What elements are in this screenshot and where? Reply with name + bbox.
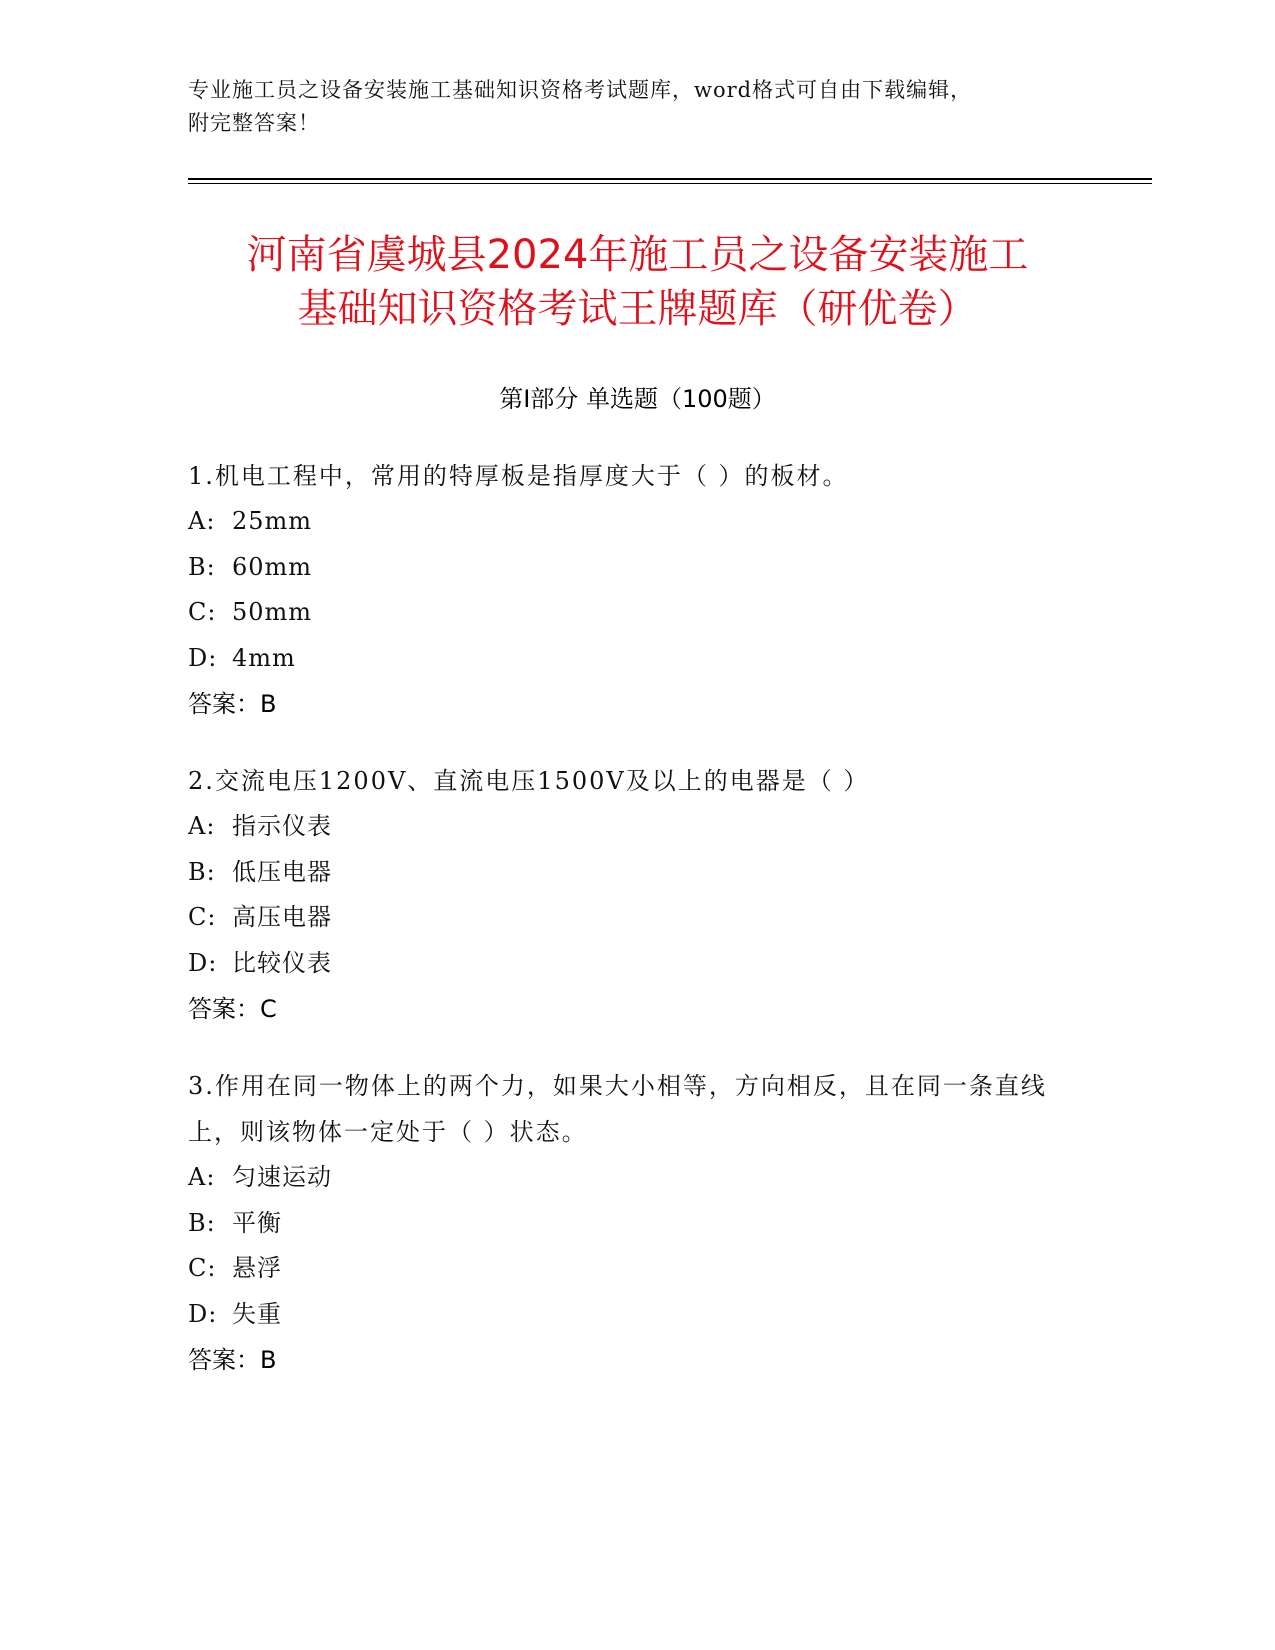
option-key: B: (188, 1208, 216, 1237)
option-key: A: (188, 1163, 216, 1191)
option-b (188, 850, 1068, 896)
question-stem: 2.交流电压1200V、直流电压1500V及以上的电器是（ ） (188, 767, 870, 795)
option-d (188, 941, 1068, 987)
option-key: A: (188, 812, 216, 840)
option-a (188, 804, 1068, 850)
option-text: 比较仪表 (232, 948, 332, 977)
option-key: C: (188, 903, 217, 931)
option-key: B: (188, 552, 216, 581)
option-c (188, 1246, 1068, 1292)
question-stem: 3.作用在同一物体上的两个力，如果大小相等，方向相反，且在同一条直线上，则该物体一定处于（ ）状态。 (188, 1072, 1047, 1146)
option-text: 60mm (232, 552, 313, 581)
option-key: C: (188, 598, 217, 626)
header-note-line-1: 专业施工员之设备安装施工基础知识资格考试题库，word格式可自由下载编辑， (188, 78, 973, 102)
option-c (188, 590, 1068, 636)
option-text: 低压电器 (232, 857, 332, 886)
document-title-line-1: 河南省虞城县2024年施工员之设备安装施工 (246, 232, 1029, 278)
option-a (188, 499, 1068, 545)
option-key: A: (188, 507, 216, 535)
option-a (188, 1155, 1068, 1201)
option-text: 高压电器 (232, 903, 332, 931)
question-stem: 1.机电工程中，常用的特厚板是指厚度大于（ ）的板材。 (188, 462, 849, 490)
header-rule-thin (188, 183, 1152, 184)
document-title (150, 228, 1125, 336)
option-text: 指示仪表 (232, 812, 332, 840)
option-b (188, 1201, 1068, 1247)
option-text: 匀速运动 (232, 1163, 332, 1191)
question-1 (188, 453, 1068, 727)
header-note (188, 74, 1088, 140)
answer: 答案：B (188, 690, 277, 718)
option-key: D: (188, 948, 218, 977)
option-key: B: (188, 857, 216, 886)
header-note-line-2: 附完整答案！ (188, 111, 320, 135)
option-c (188, 895, 1068, 941)
question-2 (188, 758, 1068, 1032)
option-text: 50mm (232, 598, 313, 626)
option-key: C: (188, 1254, 217, 1282)
section-heading: 第Ⅰ部分 单选题（100题） (499, 385, 776, 413)
option-d (188, 636, 1068, 682)
option-b (188, 545, 1068, 591)
option-text: 25mm (232, 507, 313, 535)
question-3 (188, 1063, 1068, 1383)
option-d (188, 1292, 1068, 1338)
option-text: 悬浮 (232, 1254, 282, 1282)
option-text: 4mm (232, 643, 296, 672)
option-text: 平衡 (232, 1208, 282, 1237)
option-key: D: (188, 1299, 218, 1328)
answer: 答案：C (188, 995, 277, 1023)
answer: 答案：B (188, 1346, 277, 1374)
document-title-line-2: 基础知识资格考试王牌题库（研优卷） (297, 286, 978, 332)
option-text: 失重 (232, 1299, 282, 1328)
header-rule-thick (188, 178, 1152, 180)
option-key: D: (188, 643, 218, 672)
